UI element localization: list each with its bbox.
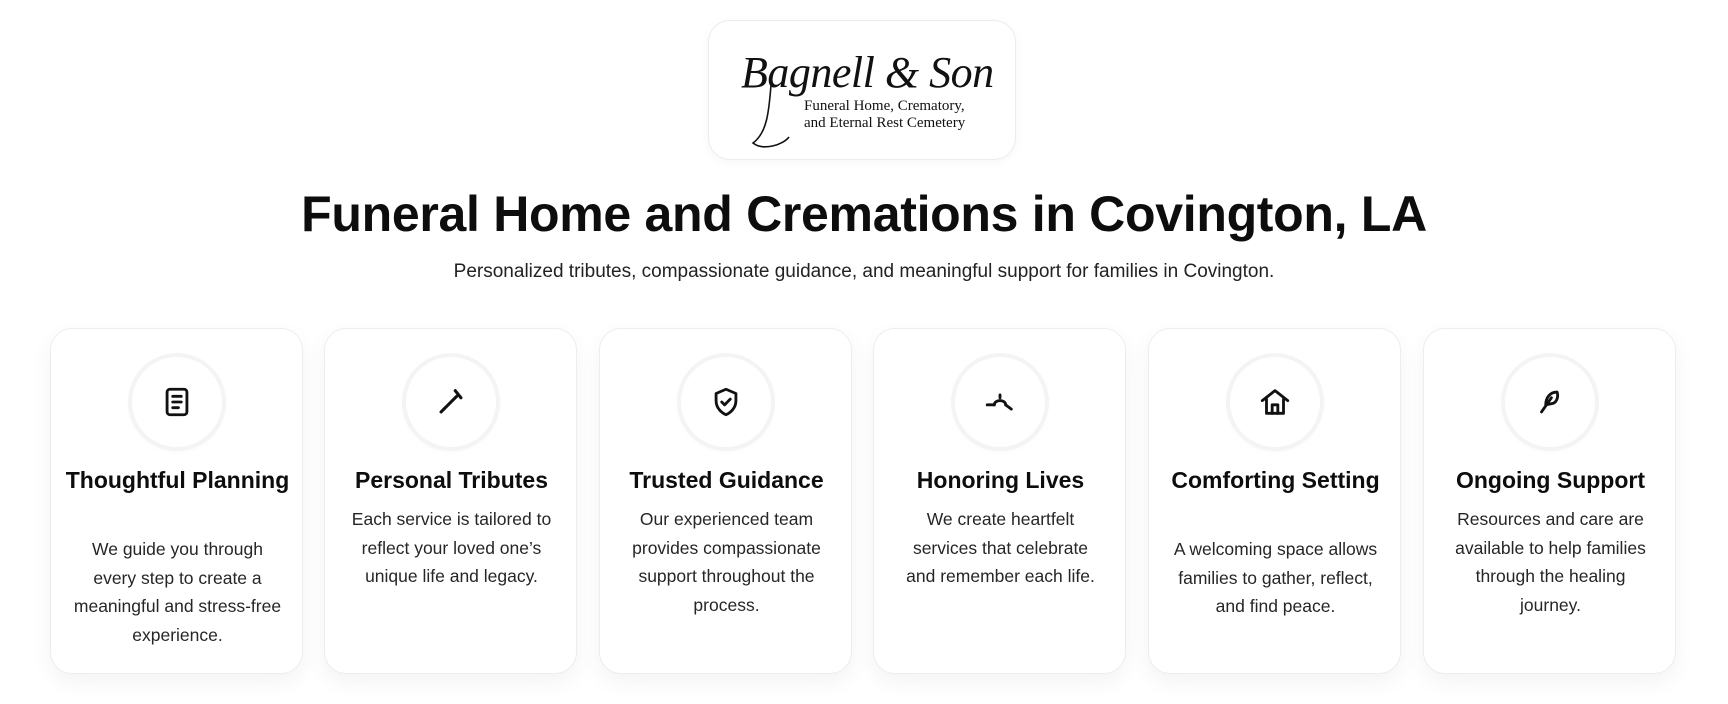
sunrise-icon [983,385,1017,419]
feature-card-text: Resources and care are available to help families through the healing journey. [1455,509,1646,615]
logo-swash-icon [749,81,809,151]
feature-card-title: Thoughtful Planning [65,467,290,493]
feature-card-comforting-setting [1148,328,1401,674]
feature-card-ongoing-support [1423,328,1676,674]
feature-icon-badge [132,357,222,447]
feature-card-thoughtful-planning [50,328,303,674]
feature-card-text: We create heartfelt services that celebrate and remember each life. [906,509,1095,586]
feature-card-title: Trusted Guidance [629,467,824,493]
feature-card-title: Ongoing Support [1455,467,1646,493]
feature-card-text: Each service is tailored to reflect your loved one’s unique life and legacy. [351,509,552,586]
logo[interactable] [708,20,1016,160]
feature-card-text: Our experienced team provides compassionate support throughout the process. [632,509,821,615]
feature-card-title: Comforting Setting [1171,467,1380,493]
logo-tagline-line-1: Funeral Home, Crematory, [804,98,965,114]
feature-card-title: Honoring Lives [916,467,1085,493]
page-subtitle: Personalized tributes, compassionate guidance, and meaningful support for families in Covington. [453,261,1275,282]
feather-icon [1533,385,1567,419]
feature-icon-badge [681,357,771,447]
document-icon [160,385,194,419]
feature-card-trusted-guidance [599,328,852,674]
feature-card-honoring-lives [873,328,1126,674]
shield-check-icon [709,385,743,419]
logo-tagline-line-2: and Eternal Rest Cemetery [804,115,966,131]
feature-icon-badge [406,357,496,447]
feature-icon-badge [1230,357,1320,447]
pen-icon [434,385,468,419]
feature-card-title: Personal Tributes [354,467,548,493]
feature-cards [50,328,1676,674]
home-icon [1258,385,1292,419]
page-title: Funeral Home and Cremations in Covington, LA [301,186,1427,242]
logo-script-text: Bagnell & Son [741,48,994,97]
feature-card-text: We guide you through every step to create a meaningful and stress-free experience. [73,539,282,645]
feature-icon-badge [955,357,1045,447]
feature-card-text: A welcoming space allows families to gather, reflect, and find peace. [1173,539,1378,616]
feature-card-personal-tributes [324,328,577,674]
feature-icon-badge [1505,357,1595,447]
